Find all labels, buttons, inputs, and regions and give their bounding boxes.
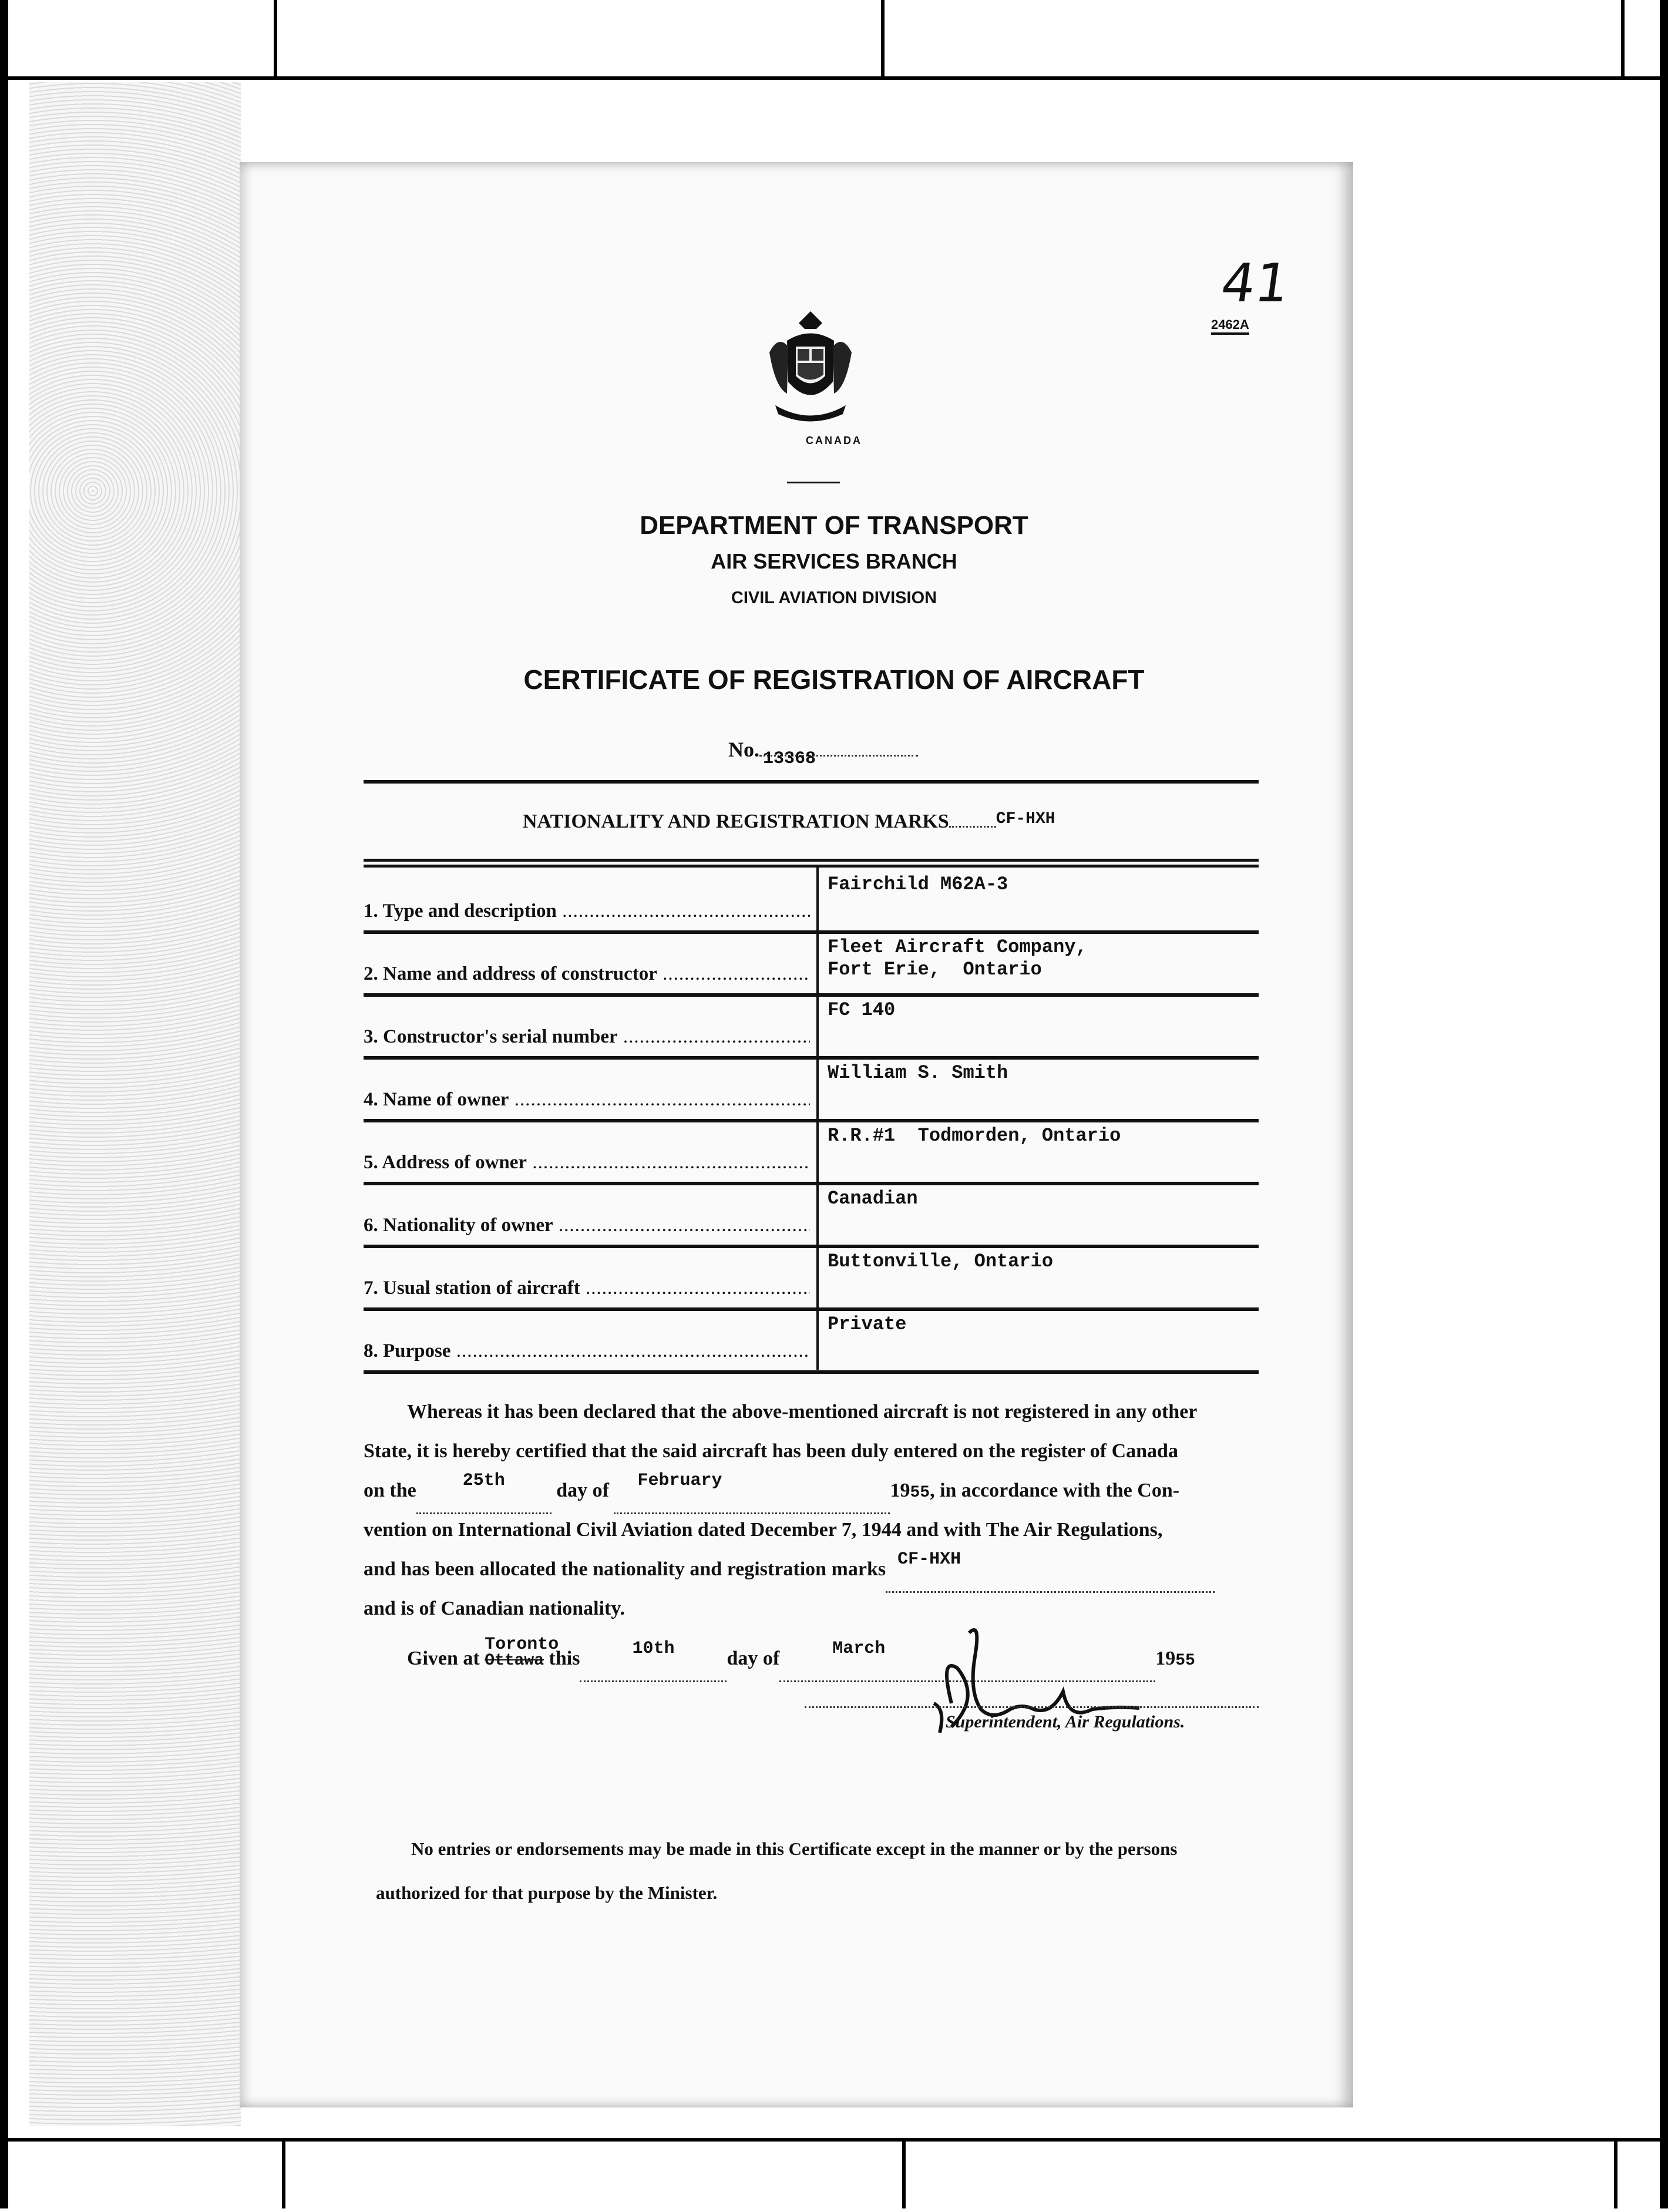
frame-divider <box>1621 0 1625 76</box>
certificate-number-label: No. <box>728 738 759 761</box>
table-row <box>364 1182 1259 1248</box>
frame-divider <box>274 0 277 76</box>
scan-frame-top <box>0 0 1668 80</box>
scan-frame-bottom <box>0 2138 1668 2212</box>
row-value: Fairchild M62A-3 <box>828 873 1008 895</box>
divider <box>364 859 1259 862</box>
row-value: Fleet Aircraft Company, Fort Erie, Ontario <box>828 936 1087 980</box>
registration-marks: CF-HXH <box>996 810 1055 828</box>
entry-year: 55 <box>910 1484 930 1502</box>
row-value: Private <box>828 1313 907 1335</box>
text: day of <box>556 1480 609 1501</box>
form-number: 2462A <box>1211 317 1249 335</box>
table-row <box>364 1119 1259 1185</box>
certificate-number-field <box>728 737 918 769</box>
signature-line <box>805 1706 1259 1708</box>
text: 19 <box>1155 1648 1176 1669</box>
row-label: 1. Type and description ..... <box>364 900 810 922</box>
divider <box>787 482 840 483</box>
text: Given at <box>407 1648 480 1669</box>
row-value: William S. Smith <box>828 1062 1008 1084</box>
entry-day: 25th <box>462 1471 505 1491</box>
scan-frame-right <box>1660 0 1668 2208</box>
given-month: March <box>832 1639 886 1659</box>
row-label: 4. Name of owner ..... <box>364 1089 810 1111</box>
given-place: Toronto <box>485 1635 559 1655</box>
row-label: 5. Address of owner ..... <box>364 1152 810 1174</box>
table-row <box>364 930 1259 997</box>
certification-line-4: vention on International Civil Aviation dated December 7, 1944 and with The Air Regulations, <box>364 1519 1163 1541</box>
certification-line-3 <box>364 1471 1259 1514</box>
country-label: CANADA <box>806 435 862 446</box>
text: this <box>549 1648 580 1669</box>
scan-frame-left <box>0 0 8 2208</box>
registration-marks-label: NATIONALITY AND REGISTRATION MARKS <box>523 811 949 832</box>
branch-heading: AIR SERVICES BRANCH <box>711 549 957 573</box>
scan-background <box>29 82 241 2126</box>
entry-month: February <box>637 1471 722 1491</box>
certification-line-1: Whereas it has been declared that the above-mentioned aircraft is not registered in any other <box>407 1401 1198 1423</box>
row-label: 7. Usual station of aircraft ..... <box>364 1278 810 1299</box>
certificate-title: CERTIFICATE OF REGISTRATION OF AIRCRAFT <box>523 664 1145 695</box>
certification-line-2: State, it is hereby certified that the said aircraft has been duly entered on the register of Canada <box>364 1440 1178 1462</box>
row-value: Canadian <box>828 1188 918 1209</box>
text: , in accordance with the Con- <box>930 1480 1180 1501</box>
certificate-number: 13368 <box>763 749 816 769</box>
struck-place: Ottawa <box>485 1652 544 1670</box>
footer-line-2: authorized for that purpose by the Minister. <box>376 1882 718 1903</box>
certification-line-6: and is of Canadian nationality. <box>364 1598 625 1619</box>
text: day of <box>727 1648 780 1669</box>
given-year: 55 <box>1175 1652 1195 1670</box>
department-heading: DEPARTMENT OF TRANSPORT <box>640 511 1028 540</box>
given-day: 10th <box>632 1639 675 1659</box>
signature-title: Superintendent, Air Regulations. <box>946 1712 1185 1732</box>
row-value: R.R.#1 Todmorden, Ontario <box>828 1125 1121 1147</box>
table-row <box>364 1245 1259 1311</box>
table-row <box>364 1307 1259 1374</box>
table-row <box>364 1056 1259 1122</box>
frame-divider <box>282 2138 285 2208</box>
row-label: 8. Purpose ..... <box>364 1340 810 1362</box>
canada-coat-of-arms-icon <box>764 311 857 429</box>
footer-line-1: No entries or endorsements may be made in this Certificate except in the manner or by the persons <box>411 1838 1178 1859</box>
row-value: FC 140 <box>828 999 896 1021</box>
table-row <box>364 868 1259 934</box>
division-heading: CIVIL AVIATION DIVISION <box>731 589 937 607</box>
certification-line-5 <box>364 1549 1259 1593</box>
frame-divider <box>902 2138 906 2208</box>
text: and has been allocated the nationality and registration marks <box>364 1558 886 1580</box>
divider <box>364 780 1259 784</box>
table-row <box>364 993 1259 1060</box>
row-label: 6. Nationality of owner ..... <box>364 1215 810 1236</box>
handwritten-page-number: 41 <box>1217 253 1293 314</box>
frame-divider <box>1614 2138 1617 2208</box>
text: on the <box>364 1480 416 1501</box>
row-value: Buttonville, Ontario <box>828 1250 1054 1272</box>
allocated-marks: CF-HXH <box>897 1549 961 1569</box>
frame-divider <box>881 0 885 76</box>
row-label: 2. Name and address of constructor ..... <box>364 963 810 985</box>
text: 19 <box>890 1480 910 1501</box>
row-label: 3. Constructor's serial number ..... <box>364 1026 810 1048</box>
registration-marks-field <box>523 811 1055 833</box>
